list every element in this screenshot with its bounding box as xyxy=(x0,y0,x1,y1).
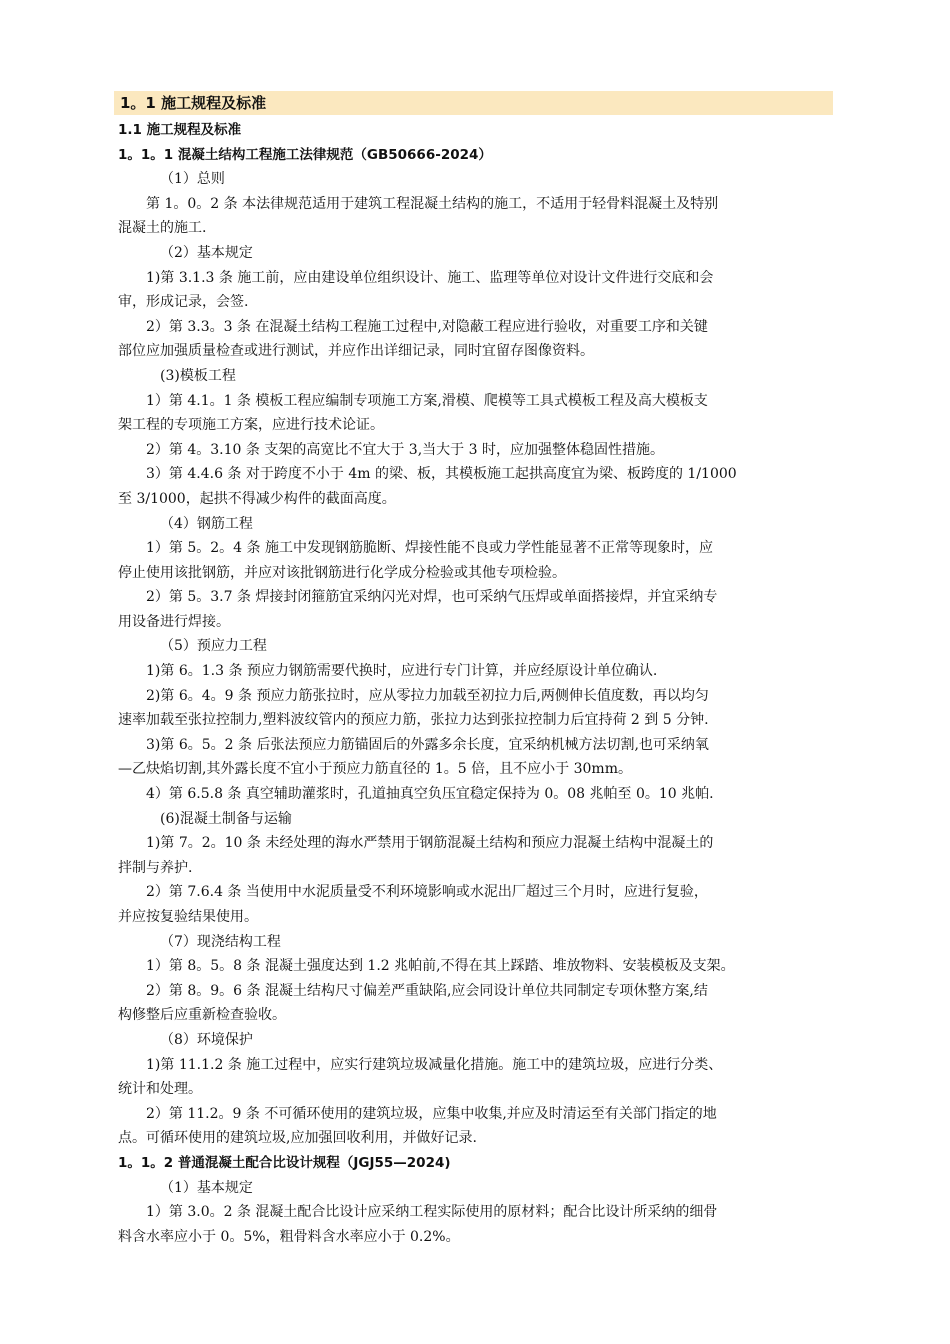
paragraph-line: 1）第 3.0。2 条 混凝土配合比设计应采纳工程实际使用的原材料；配合比设计所采纳的细骨 xyxy=(146,1204,718,1221)
paragraph-line: 1)第 6。1.3 条 预应力钢筋需要代换时，应进行专门计算，并应经原设计单位确认. xyxy=(146,663,658,680)
paragraph-line: 架工程的专项施工方案，应进行技术论证。 xyxy=(118,417,384,434)
subsection-heading: （4）钢筋工程 xyxy=(160,515,253,532)
subsection-heading: （1）总则 xyxy=(160,171,225,188)
paragraph-line: 1）第 8。5。8 条 混凝土强度达到 1.2 兆帕前,不得在其上踩踏、堆放物料、安装模板及支架。 xyxy=(146,958,735,975)
paragraph-line: 4）第 6.5.8 条 真空辅助灌浆时，孔道抽真空负压宜稳定保持为 0。08 兆帕至 0。10 兆帕. xyxy=(146,786,714,803)
subsection-heading: (3)模板工程 xyxy=(160,367,236,384)
paragraph-line: 1)第 7。2。10 条 未经处理的海水严禁用于钢筋混凝土结构和预应力混凝土结构中混凝土的 xyxy=(146,835,714,852)
paragraph-line: 2）第 3.3。3 条 在混凝土结构工程施工过程中,对隐蔽工程应进行验收，对重要工序和关键 xyxy=(146,318,708,335)
section-heading: 1。1。2 普通混凝土配合比设计规程（JGJ55—2024) xyxy=(118,1154,451,1171)
subsection-heading: （7）现浇结构工程 xyxy=(160,933,281,950)
paragraph-line: 统计和处理。 xyxy=(118,1081,202,1098)
subsection-heading: （1）基本规定 xyxy=(160,1179,253,1196)
paragraph-line: 速率加载至张拉控制力,塑料波纹管内的预应力筋，张拉力达到张拉控制力后宜持荷 2 到 5 分钟. xyxy=(118,712,709,729)
paragraph-line: 3)第 6。5。2 条 后张法预应力筋锚固后的外露多余长度，宜采纳机械方法切割,也可采纳氧 xyxy=(146,736,709,753)
paragraph-line: 1)第 11.1.2 条 施工过程中，应实行建筑垃圾减量化措施。施工中的建筑垃圾，应进行分类、 xyxy=(146,1056,723,1073)
paragraph-line: 部位应加强质量检查或进行测试，并应作出详细记录，同时宜留存图像资料。 xyxy=(118,343,594,360)
paragraph-line: 构修整后应重新检查验收。 xyxy=(118,1007,286,1024)
paragraph-line: 1）第 5。2。4 条 施工中发现钢筋脆断、焊接性能不良或力学性能显著不正常等现象时，应 xyxy=(146,540,713,557)
subsection-heading: （8）环境保护 xyxy=(160,1031,253,1048)
paragraph-line: 审，形成记录，会签. xyxy=(118,294,249,311)
paragraph-line: 1）第 4.1。1 条 模板工程应编制专项施工方案,滑模、爬模等工具式模板工程及高大模板支 xyxy=(146,392,708,409)
subsection-heading: （2）基本规定 xyxy=(160,244,253,261)
section-banner xyxy=(114,91,833,115)
paragraph-line: 并应按复验结果使用。 xyxy=(118,909,258,925)
paragraph-line: —乙炔焰切割,其外露长度不宜小于预应力筋直径的 1。5 倍，且不应小于 30mm。 xyxy=(118,761,632,778)
paragraph-line: 3）第 4.4.6 条 对于跨度不小于 4m 的梁、板，其模板施工起拱高度宜为梁、板跨度的 1/1000 xyxy=(146,466,737,483)
subsection-heading: （5）预应力工程 xyxy=(160,638,267,655)
paragraph-line: 停止使用该批钢筋，并应对该批钢筋进行化学成分检验或其他专项检验。 xyxy=(118,564,566,581)
subsection-heading: (6)混凝土制备与运输 xyxy=(160,810,292,827)
document-body xyxy=(118,118,832,1249)
paragraph-line: 2）第 4。3.10 条 支架的高宽比不宜大于 3,当大于 3 时，应加强整体稳固性措施。 xyxy=(146,441,664,458)
paragraph-line: 拌制与养护. xyxy=(118,859,193,876)
paragraph-line: 混凝土的施工. xyxy=(118,220,207,237)
paragraph-line: 至 3/1000，起拱不得减少构件的截面高度。 xyxy=(118,490,396,507)
paragraph-line: 1)第 3.1.3 条 施工前，应由建设单位组织设计、施工、监理等单位对设计文件进行交底和会 xyxy=(146,269,714,286)
paragraph-line: 2）第 8。9。6 条 混凝土结构尺寸偏差严重缺陷,应会同设计单位共同制定专项休整方案,结 xyxy=(146,982,708,999)
paragraph-line: 2)第 6。4。9 条 预应力筋张拉时，应从零拉力加载至初拉力后,两侧伸长值度数，再以均匀 xyxy=(146,687,709,704)
section-heading: 1.1 施工规程及标准 xyxy=(118,122,242,138)
paragraph-line: 点。可循环使用的建筑垃圾,应加强回收利用，并做好记录. xyxy=(118,1130,477,1147)
paragraph-line: 第 1。0。2 条 本法律规范适用于建筑工程混凝土结构的施工，不适用于轻骨料混凝土及特别 xyxy=(146,195,719,212)
banner-title: 1。1 施工规程及标准 xyxy=(120,94,267,112)
section-heading: 1。1。1 混凝土结构工程施工法律规范（GB50666-2024） xyxy=(118,146,492,163)
paragraph-line: 2）第 7.6.4 条 当使用中水泥质量受不利环境影响或水泥出厂超过三个月时，应进行复验， xyxy=(146,884,708,901)
paragraph-line: 用设备进行焊接。 xyxy=(118,613,230,630)
paragraph-line: 料含水率应小于 0。5%，粗骨料含水率应小于 0.2%。 xyxy=(118,1228,460,1245)
paragraph-line: 2）第 5。3.7 条 焊接封闭箍筋宜采纳闪光对焊，也可采纳气压焊或单面搭接焊，并宜采纳专 xyxy=(146,589,718,606)
paragraph-line: 2）第 11.2。9 条 不可循环使用的建筑垃圾，应集中收集,并应及时清运至有关部门指定的地 xyxy=(146,1105,717,1122)
